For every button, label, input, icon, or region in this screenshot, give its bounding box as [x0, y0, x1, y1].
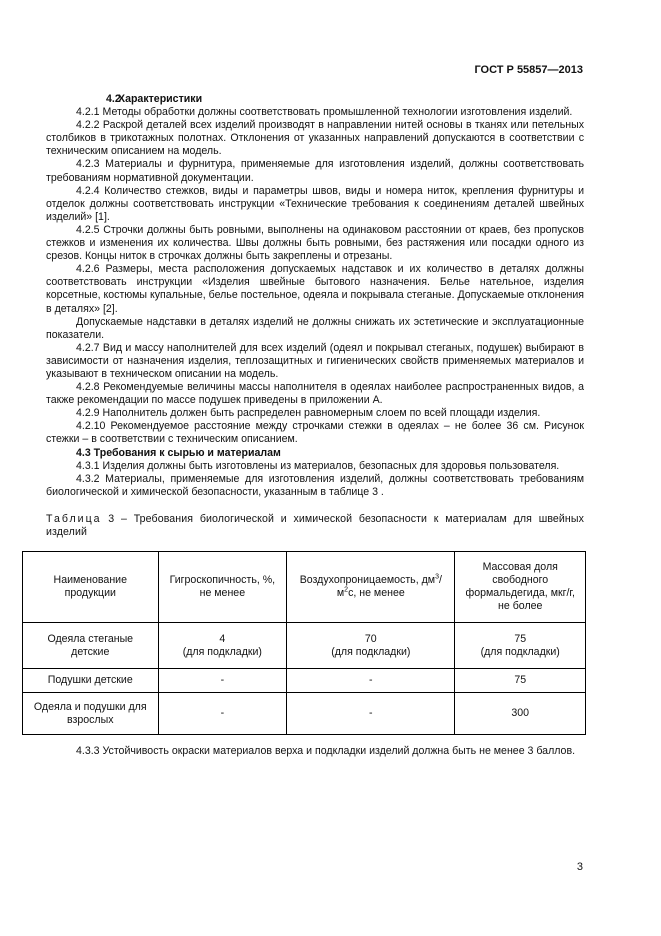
cell-hygroscopicity: 4 (для подкладки) — [158, 623, 287, 669]
body-text — [46, 93, 584, 539]
paragraph-4-2-8: 4.2.8 Рекомендуемые величины массы наполнителя в одеялах наиболее распространенных видов, а также рекомендации по массе подушек приведены в приложении А. — [46, 381, 584, 407]
paragraph-4-3-1: 4.3.1 Изделия должны быть изготовлены из материалов, безопасных для здоровья пользователя. — [76, 459, 560, 472]
paragraph-4-2-3: 4.2.3 Материалы и фурнитура, применяемые для изготовления изделий, должны соответствовать требованиям нормативной документации. — [46, 158, 584, 184]
cell-name: Одеяла и подушки для взрослых — [23, 693, 159, 735]
table-row — [23, 693, 586, 735]
cell-air-permeability: - — [287, 669, 455, 693]
section-4-2-heading: 4.2Характеристики — [106, 93, 203, 105]
page-number: 3 — [576, 861, 583, 873]
after-table-text — [46, 745, 584, 758]
table-caption: Таблица 3 – Требования биологической и химической безопасности к материалам для швейных изделий — [46, 512, 584, 538]
cell-air-permeability: 70 (для подкладки) — [287, 623, 455, 669]
paragraph-4-2-1: 4.2.1 Методы обработки должны соответствовать промышленной технологии изготовления изделий. — [76, 106, 573, 119]
paragraph-4-2-7: 4.2.7 Вид и массу наполнителей для всех изделий (одеял и покрывал стеганых, подушек) выбирают в зависимости от назначения изделия, теплозащитных и гигиенических свойств применяемых материалов и указывают в техническом описании на модель. — [46, 341, 584, 380]
cell-hygroscopicity: - — [158, 669, 287, 693]
paragraph-4-2-9: 4.2.9 Наполнитель должен быть распределен равномерным слоем по всей площади изделия. — [76, 407, 541, 420]
header-product: Наименование продукции — [23, 552, 159, 623]
table-row — [23, 669, 586, 693]
cell-formaldehyde: 300 — [455, 693, 586, 735]
table-3 — [22, 551, 586, 735]
cell-formaldehyde: 75 — [455, 669, 586, 693]
paragraph-4-3-3: 4.3.3 Устойчивость окраски материалов верха и подкладки изделий должна быть не менее 3 баллов. — [76, 745, 576, 757]
section-4-3-heading: 4.3 Требования к сырью и материалам — [76, 446, 281, 459]
cell-formaldehyde: 75 (для подкладки) — [455, 623, 586, 669]
paragraph-4-2-6-b: Допускаемые надставки в деталях изделий не должны снижать их эстетические и эксплуатационные показатели. — [46, 315, 584, 341]
paragraph-4-2-2: 4.2.2 Раскрой деталей всех изделий производят в направлении нитей основы в тканях или петельных столбиков в трикотажных полотнах. Отклонения от указанных направлений допускаются в соответствии с техническим описанием на модель. — [46, 119, 584, 158]
paragraph-4-2-10: 4.2.10 Рекомендуемое расстояние между строчками стежки в одеялах – не более 36 см. Рисунок стежки – в соответствии с техническим описанием. — [46, 420, 584, 446]
header-formaldehyde: Массовая доля свободного формальдегида, мкг/г, не более — [455, 552, 586, 623]
paragraph-4-2-4: 4.2.4 Количество стежков, виды и параметры швов, виды и номера ниток, крепления фурнитуры и отделок должны соответствовать инструкции «Технические требования к соединениям деталей швейных изделий» [1]. — [46, 184, 584, 223]
paragraph-4-3-2: 4.3.2 Материалы, применяемые для изготовления изделий, должны соответствовать требованиям биологической и химической безопасности, указанным в таблице 3 . — [46, 472, 584, 498]
cell-name: Подушки детские — [23, 669, 159, 693]
paragraph-4-2-6: 4.2.6 Размеры, места расположения допускаемых надставок и их количество в деталях должны соответствовать инструкции «Изделия швейные бытового назначения. Белье нательное, изделия корсетные, костюмы купальные, белье постельное, одеяла и покрывала стеганые. Допускаемые отклонения в деталях» [2]. — [46, 263, 584, 315]
cell-hygroscopicity: - — [158, 693, 287, 735]
paragraph-4-2-5: 4.2.5 Строчки должны быть ровными, выполнены на одинаковом расстоянии от краев, без пропусков стежков и изменения их количества. Швы должны быть ровными, без растяжения или посадки одного из срезов. Концы ниток в строчках должны быть закреплены и отрезаны. — [46, 223, 584, 263]
header-air-permeability: Воздухопроницаемость, $дм^3/м^2с$, не менее — [287, 552, 455, 623]
table-row — [23, 623, 586, 669]
cell-name: Одеяла стеганые детские — [23, 623, 159, 669]
cell-air-permeability: - — [287, 693, 455, 735]
table-header-row — [23, 552, 586, 623]
document-header: ГОСТ Р 55857—2013 — [474, 64, 583, 76]
header-hygroscopicity: Гигроскопичность, %, не менее — [158, 552, 287, 623]
